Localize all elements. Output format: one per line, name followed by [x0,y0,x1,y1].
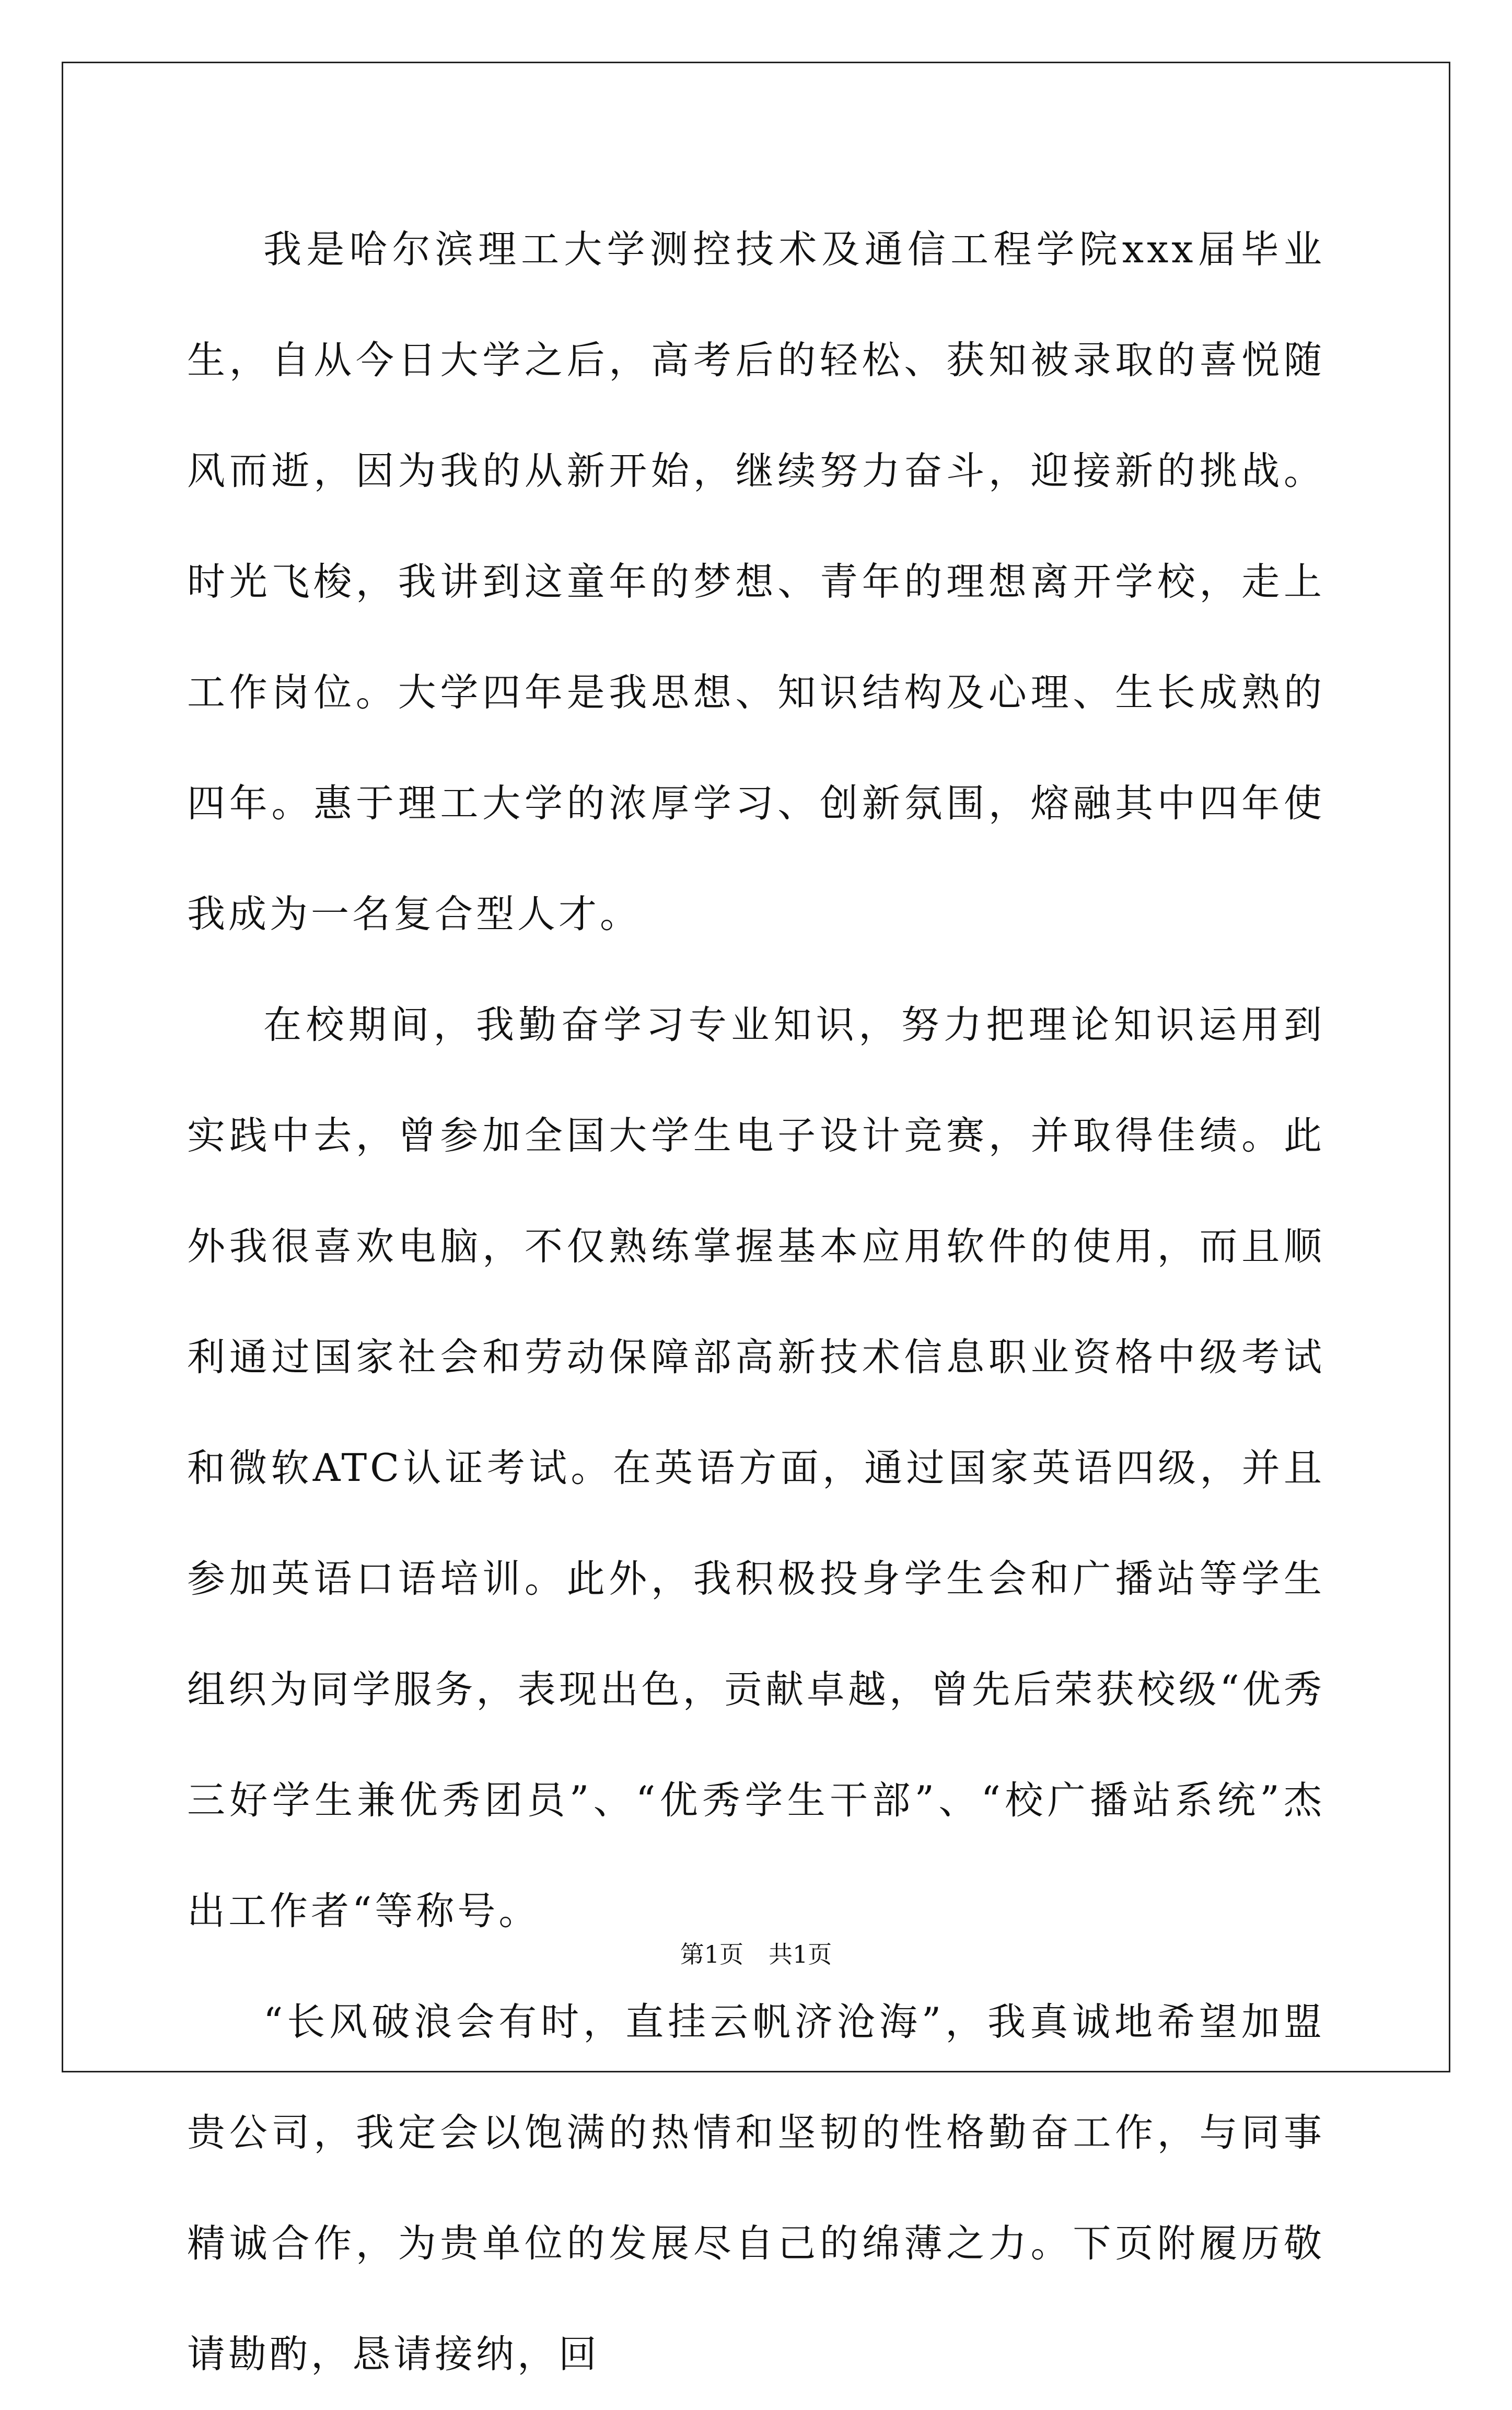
page-number: 第1页 [680,1940,743,1968]
document-body [187,194,1325,2410]
paragraph-school-experience: 在校期间，我勤奋学习专业知识，努力把理论知识运用到实践中去，曾参加全国大学生电子设计竞赛，并取得佳绩。此外我很喜欢电脑，不仅熟练掌握基本应用软件的使用，而且顺利通过国家社会和劳动保障部高新技术信息职业资格中级考试和微软ATC认证考试。在英语方面，通过国家英语四级，并且参加英语口语培训。此外，我积极投身学生会和广播站等学生组织为同学服务，表现出色，贡献卓越，曾先后荣获校级“优秀三好学生兼优秀团员”、“优秀学生干部”、“校广播站系统”杰出工作者“等称号。 [187,1003,1325,1933]
paragraph-intro: 我是哈尔滨理工大学测控技术及通信工程学院xxx届毕业生，自从今日大学之后，高考后的轻松、获知被录取的喜悦随风而逝，因为我的从新开始，继续努力奋斗，迎接新的挑战。时光飞梭，我讲到这童年的梦想、青年的理想离开学校，走上工作岗位。大学四年是我思想、知识结构及心理、生长成熟的四年。惠于理工大学的浓厚学习、创新氛围，熔融其中四年使我成为一名复合型人才。 [187,227,1325,936]
paragraph-closing: “长风破浪会有时，直挂云帆济沧海”，我真诚地希望加盟贵公司，我定会以饱满的热情和坚韧的性格勤奋工作，与同事精诚合作，为贵单位的发展尽自己的绵薄之力。下页附履历敬请勘酌，恳请接纳，回 [187,2000,1325,2377]
page-footer [0,1939,1512,1970]
page-total: 共1页 [769,1940,832,1968]
